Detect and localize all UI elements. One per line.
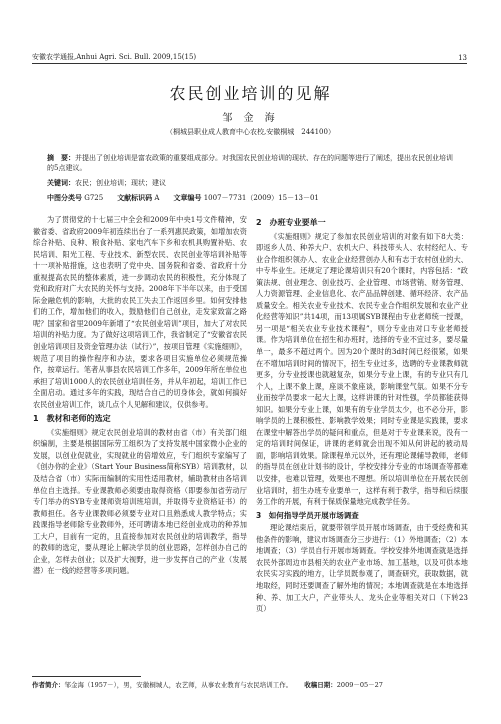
article-number: 文章编号 1007－7731（2009）15－13－01 — [173, 194, 319, 202]
section-1-text: 《实施细则》规定农民创业培训的教材由省（市）有关部门组织编制，主要是根据国际劳工组织为了支持发展中国家微小企业的发展，以创业促就业，实现就业的倍增效应，专门组织专家编写了《创办你的企业》（Start Your Business简称SYB）培训教材，以及结合省（市）实际而编制的实用性适用教材，辅助教材由各培训单位自主选择。专业课教师必须要由取得资格（即要参加省劳动厅专门举办的SYB专业课师资培训班培训，并取得专业资格证书）的教师担任。各专业课教师必须要专业对口且熟悉成人教学特点；实践课指导老师除专业教师外，还可聘请本地已经创业成功的种养加工大户，目前有一定的，且直接参加对农民创业的培训教学，指导的教师的选定，要从理论上解决学员的创业思路，怎样创办自己的企业，怎样去创业；以及扩大视野，进一步发挥自己的产业（发展潜）在一线的经营等多项问题。 — [33, 427, 247, 576]
clc-number: 中图分类号 G725 — [47, 194, 104, 202]
journal-citation: 安徽农学通报,Anhui Agri. Sci. Bull. 2009,15(15) — [32, 53, 197, 61]
abstract-label: 摘 要： — [47, 154, 75, 162]
section-3-heading: 3 如何指导学员开展市场调查 — [256, 510, 359, 520]
author-bio: 作者简介：邹金海（1957－），男，安徽桐城人，农艺师，从事农业教育与农民培训工作。 — [32, 681, 293, 689]
author-affiliation: （桐城县职业成人教育中心农校,安徽桐城 244100） — [166, 128, 335, 136]
intro-paragraph: 为了贯彻党的十七届三中全会和2009年中央1号文件精神，安徽省委、省政府2009年初连续出台了一系列惠民政策，如增加农资综合补贴、良种、粮食补贴、家电汽车下乡和农机具购置补贴、农民培训、阳光工程、专业技术、新型农民、农民创业等培训补贴等十一项补贴措施，这也表明了党中央、国务院和省委、省政府十分重视提高农民的整体素质，进一步调动农民的积极性，充分体现了党和政府对广大农民的关怀与支持。2008年下半年以来，由于受国际金融危机的影响，大批的农民工失去工作返回乡里。如何安排他们的工作，增加他们的收入，鼓励他们自己创业，走发家致富之路呢？国家和省里2009年新增了“农民创业培训”项目，加大了对农民培训的补贴力度。为了做好这项培训工作，我省制定了“安徽省农民创业培训项目及资金管理办法（试行）”，按项目管理《实施细则》，规范了项目的操作程序和办法，要求各项目实施单位必须规范操作，按章运行。笔者从事县农民培训工作多年，2009年所在单位也承担了培训1000人的农民创业培训任务，并从年初起，培训工作已全面启动。通过多年的实践，现结合自己的切身体会，就如何搞好农民创业培训工作，谈几点个人见解和建议，仅供参考。 — [33, 215, 247, 409]
keywords-text: 农民；创业培训；现状；建议 — [75, 179, 166, 187]
page-number: 13 — [458, 54, 467, 62]
section-2-heading: 2 办班专业要单一 — [256, 218, 326, 227]
left-column — [33, 214, 247, 577]
footnote-rule — [32, 676, 141, 677]
classification-meta — [47, 193, 319, 203]
footnote — [32, 680, 467, 689]
abstract-text: 并提出了创业培训是富农政策的重要组成部分。对我国农民创业培训的现状、存在的问题等进行了阐述，提出农民创业培训的5点建议。 — [47, 154, 453, 172]
section-2-text: 《实施细则》规定了参加农民创业培训的对象有如下8大类：即返乡人员、种养大户、农机大户、科技带头人、农村经纪人、专业合作组织领办人、农业企业经营创办人和有志于农村创业的大、中专毕业生。还规定了理论课培训只有20个课时，内容包括：“政策法规、创业理念、创业技巧、企业管理、市场营销、财务管理、人力资源管理、企业信息化、农产品品牌创建、循环经济、农产品质量安全。相关农业专业技术、农民专业合作组织发展和农业产业化经营等知识”共14项，而13项属SYB课程由专业老师统一授课，另一项是“相关农业专业技术课程”，则分专业由对口专业老师授课。作为培训单位在招生和办班时，选择的专业不宜过多，要尽量单一，最多不超过两个。因为20个课时的3d时间已经很紧，如果在不增加培训时间的情况下，招生专业过多，选聘的专业课教师就更多，分专业授课也就越复杂，如果分专业上课，有的专业只有几个人，上课不象上课，座谈不象座谈，影响课堂气氛。如果不分专业而按学员要求一起大上课，这样讲课的针对性强，学员都能获得知识。如果分专业上课，如果有的专业学员太少，也不必分开，影响学员的上课积极性、影响教学效果；同时专业课是实践课，要求在课堂中解答出学员的疑问和重点，但是对于专业课来说，没有一定的培训时间保证，讲课的老师就会出现不知从何讲起的被动局面，影响培训效果。除课程单元以外，还有理论课辅导教师，老师的指导员在创业计划书的设计，学校安排分专业的市场调查等都难以安排，也难以管理，效果也不理想。所以培训单位在开展农民创业培训时，招生办班专业要单一，这样有利于教学，指导和后续服务工作的开展，有利于保质保量地完成教学任务。 — [256, 231, 468, 507]
keywords-label: 关键词： — [47, 179, 75, 187]
author-name: 邹 金 海 — [222, 113, 279, 124]
article-title: 农民创业培训的见解 — [169, 84, 332, 103]
received-date: 收稿日期：2009－05－27 — [304, 681, 383, 689]
section-3-text: 理论课结束后，就要带领学员开展市场调查，由于受经费和其他条件的影响，建议市场调查分三步进行：（1）外地调查；（2）本地调查；（3）学员自行开展市场调查。学校安排外地调查就是选择农民外部周边市县相关的农业产业市场、加工基地，以及可供本地农民实习实践的地方，让学员既参观了，调查研究，获取数据，就地取经，同时还要调查了解外地的情况；本地调查就是在本地选择种、养、加工大户，产业带头人、龙头企业等相关对口（下转23页） — [256, 523, 468, 614]
right-column — [256, 214, 468, 615]
header-rule — [32, 63, 467, 64]
document-code: 文献标识码 A — [117, 194, 160, 202]
section-1-heading: 1 教材和老师的选定 — [33, 414, 111, 424]
abstract — [47, 153, 454, 173]
running-header — [32, 48, 467, 62]
keywords — [47, 178, 454, 188]
